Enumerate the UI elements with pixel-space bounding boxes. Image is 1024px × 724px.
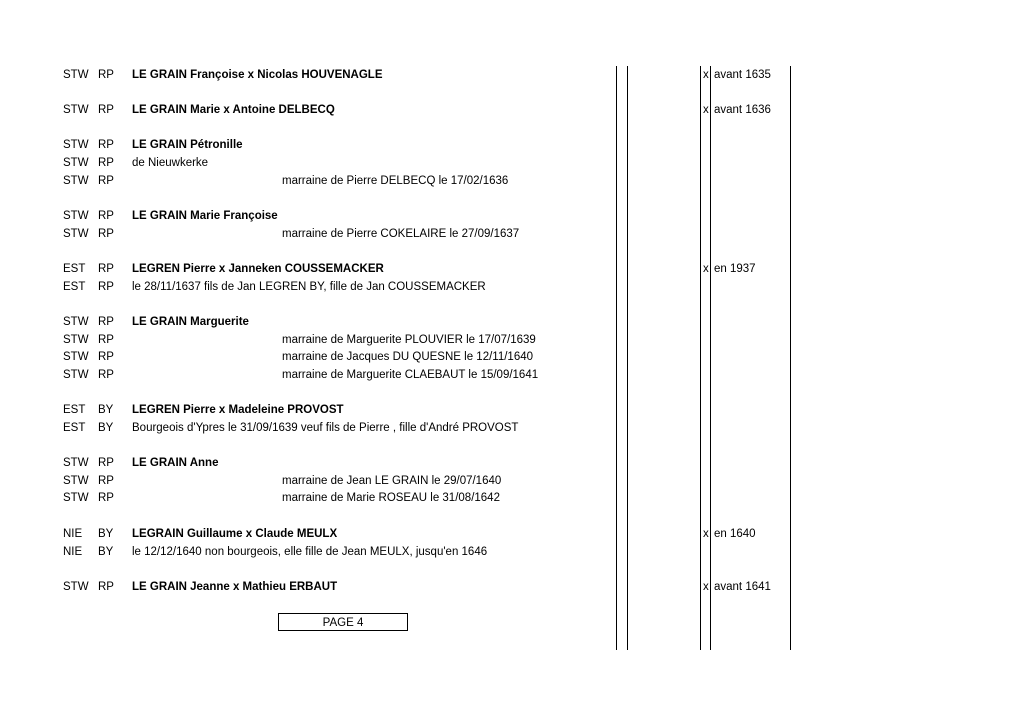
record-text: marraine de Marie ROSEAU le 31/08/1642 — [282, 492, 500, 504]
record-text: de Nieuwkerke — [132, 157, 209, 169]
record-text: Bourgeois d'Ypres le 31/09/1639 veuf fils de Pierre , fille d'André PROVOST — [132, 422, 519, 434]
record-type: RP — [98, 139, 114, 151]
marriage-date: avant 1641 — [714, 581, 771, 593]
source-code: STW — [63, 475, 89, 487]
source-code: STW — [63, 457, 89, 469]
source-code: STW — [63, 104, 89, 116]
record-type: RP — [98, 492, 114, 504]
record-type: BY — [98, 528, 114, 540]
column-separator — [700, 66, 701, 650]
record-type: RP — [98, 69, 114, 81]
source-code: EST — [63, 404, 86, 416]
record-type: RP — [98, 175, 114, 187]
record-text: marraine de Jacques DU QUESNE le 12/11/1640 — [282, 351, 534, 363]
column-separator — [710, 66, 711, 650]
record-type: RP — [98, 369, 114, 381]
source-code: STW — [63, 334, 89, 346]
record-type: RP — [98, 281, 114, 293]
source-code: EST — [63, 263, 86, 275]
record-type: BY — [98, 422, 114, 434]
record-text: le 28/11/1637 fils de Jan LEGREN BY, fille de Jan COUSSEMACKER — [132, 281, 486, 293]
record-text: LE GRAIN Jeanne x Mathieu ERBAUT — [132, 581, 338, 593]
marriage-date: en 1640 — [714, 528, 756, 540]
record-text: LE GRAIN Françoise x Nicolas HOUVENAGLE — [132, 69, 383, 81]
marriage-mark: x — [703, 581, 709, 593]
marriage-mark: x — [703, 528, 709, 540]
source-code: STW — [63, 210, 89, 222]
record-type: RP — [98, 316, 114, 328]
marriage-date: avant 1636 — [714, 104, 771, 116]
marriage-date: en 1937 — [714, 263, 756, 275]
record-text: LEGREN Pierre x Janneken COUSSEMACKER — [132, 263, 384, 275]
source-code: STW — [63, 175, 89, 187]
page-number-box: PAGE 4 — [278, 613, 408, 631]
record-type: RP — [98, 228, 114, 240]
source-code: EST — [63, 422, 86, 434]
source-code: NIE — [63, 528, 83, 540]
record-text: marraine de Marguerite PLOUVIER le 17/07/1639 — [282, 334, 536, 346]
marriage-mark: x — [703, 104, 709, 116]
record-text: LEGRAIN Guillaume x Claude MEULX — [132, 528, 338, 540]
record-text: marraine de Pierre COKELAIRE le 27/09/1637 — [282, 228, 520, 240]
source-code: NIE — [63, 546, 83, 558]
record-text: LE GRAIN Pétronille — [132, 139, 243, 151]
source-code: STW — [63, 316, 89, 328]
record-text: marraine de Marguerite CLAEBAUT le 15/09/1641 — [282, 369, 539, 381]
column-separator — [627, 66, 628, 650]
record-text: LE GRAIN Marie Françoise — [132, 210, 278, 222]
record-type: RP — [98, 457, 114, 469]
record-type: RP — [98, 351, 114, 363]
record-text: marraine de Jean LE GRAIN le 29/07/1640 — [282, 475, 502, 487]
source-code: STW — [63, 228, 89, 240]
record-type: BY — [98, 404, 114, 416]
record-type: RP — [98, 475, 114, 487]
record-text: LE GRAIN Marie x Antoine DELBECQ — [132, 104, 335, 116]
record-type: BY — [98, 546, 114, 558]
record-text: LEGREN Pierre x Madeleine PROVOST — [132, 404, 344, 416]
source-code: STW — [63, 492, 89, 504]
source-code: STW — [63, 351, 89, 363]
record-text: marraine de Pierre DELBECQ le 17/02/1636 — [282, 175, 509, 187]
source-code: EST — [63, 281, 86, 293]
marriage-mark: x — [703, 263, 709, 275]
source-code: STW — [63, 139, 89, 151]
marriage-date: avant 1635 — [714, 69, 771, 81]
record-type: RP — [98, 157, 114, 169]
record-type: RP — [98, 210, 114, 222]
record-type: RP — [98, 263, 114, 275]
record-type: RP — [98, 104, 114, 116]
record-text: le 12/12/1640 non bourgeois, elle fille de Jean MEULX, jusqu'en 1646 — [132, 546, 488, 558]
source-code: STW — [63, 369, 89, 381]
column-separator — [790, 66, 791, 650]
record-text: LE GRAIN Anne — [132, 457, 219, 469]
record-type: RP — [98, 581, 114, 593]
marriage-mark: x — [703, 69, 709, 81]
record-text: LE GRAIN Marguerite — [132, 316, 249, 328]
record-type: RP — [98, 334, 114, 346]
source-code: STW — [63, 69, 89, 81]
source-code: STW — [63, 157, 89, 169]
column-separator — [616, 66, 617, 650]
source-code: STW — [63, 581, 89, 593]
